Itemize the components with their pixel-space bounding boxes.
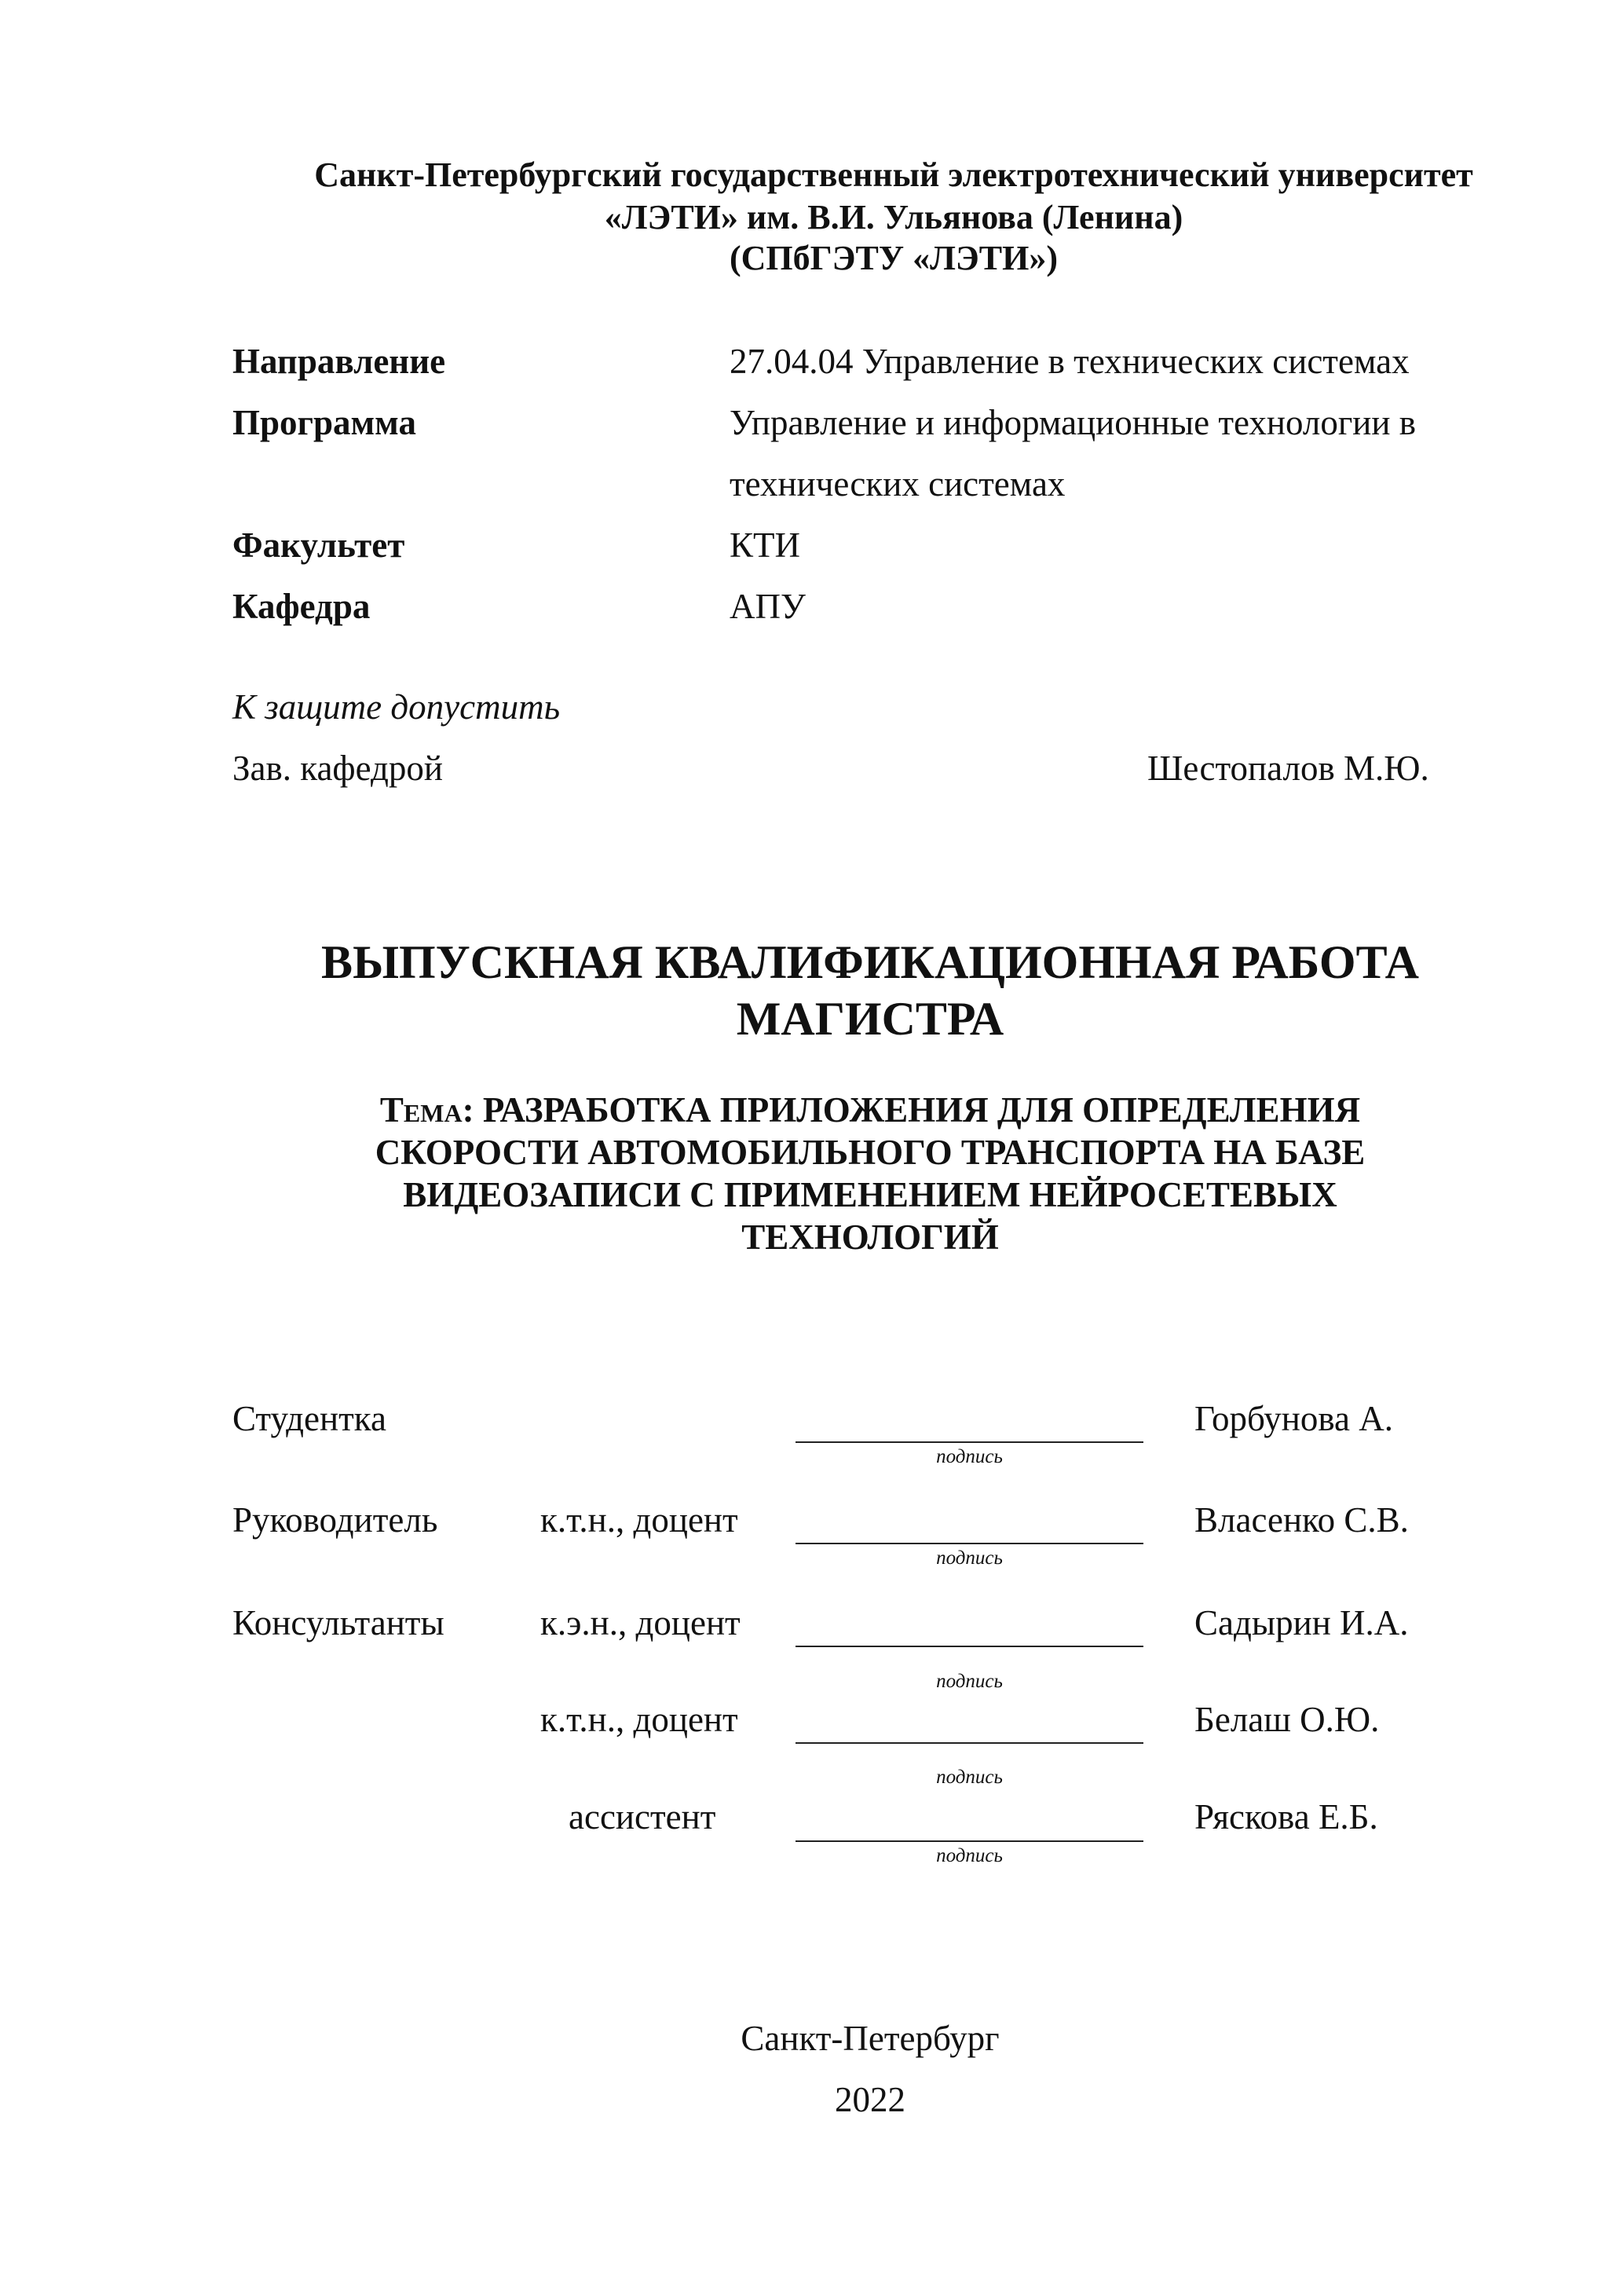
program-label: Программа: [232, 403, 416, 442]
department-value: АПУ: [730, 587, 806, 626]
topic-prefix: Тема:: [379, 1090, 474, 1130]
head-of-department-label: Зав. кафедрой: [232, 749, 443, 788]
supervisor-role: Руководитель: [232, 1500, 438, 1540]
footer-year: 2022: [835, 2080, 905, 2119]
department-label: Кафедра: [232, 587, 371, 626]
topic-line3: ВИДЕОЗАПИСИ С ПРИМЕНЕНИЕМ НЕЙРОСЕТЕВЫХ: [403, 1175, 1337, 1214]
student-role: Студентка: [232, 1399, 386, 1438]
consultant2-degree: к.т.н., доцент: [540, 1700, 738, 1739]
consultants-role: Консультанты: [232, 1603, 444, 1642]
consultant2-signature-caption: подпись: [936, 1767, 1003, 1788]
topic-line1: [0, 1090, 1624, 1130]
consultant2-name: Белаш О.Ю.: [1194, 1700, 1380, 1739]
direction-value: 27.04.04 Управление в технических системах: [730, 342, 1410, 381]
consultant2-signature-line: [796, 1742, 1143, 1744]
direction-label: Направление: [232, 342, 446, 381]
student-signature-caption: подпись: [936, 1446, 1003, 1467]
supervisor-signature-line: [796, 1543, 1143, 1544]
faculty-value: КТИ: [730, 525, 800, 565]
topic-text-line1: РАЗРАБОТКА ПРИЛОЖЕНИЯ ДЛЯ ОПРЕДЕЛЕНИЯ: [482, 1090, 1361, 1130]
university-name-line2: «ЛЭТИ» им. В.И. Ульянова (Ленина): [604, 198, 1183, 236]
topic-line2: СКОРОСТИ АВТОМОБИЛЬНОГО ТРАНСПОРТА НА БАЗЕ: [375, 1133, 1366, 1172]
supervisor-signature-caption: подпись: [936, 1547, 1003, 1569]
document-title-line2: МАГИСТРА: [736, 993, 1004, 1045]
consultant1-degree: к.э.н., доцент: [540, 1603, 741, 1642]
consultant1-name: Садырин И.А.: [1194, 1603, 1409, 1642]
student-name: Горбунова А.: [1194, 1399, 1393, 1438]
supervisor-name: Власенко С.В.: [1194, 1500, 1409, 1540]
university-name-line1: Санкт-Петербургский государственный электротехнический университет: [314, 156, 1473, 194]
topic-line4: ТЕХНОЛОГИЙ: [741, 1218, 999, 1257]
consultant3-signature-line: [796, 1840, 1143, 1842]
consultant1-signature-line: [796, 1646, 1143, 1647]
consultant3-signature-caption: подпись: [936, 1845, 1003, 1866]
head-of-department-name: Шестопалов М.Ю.: [1147, 749, 1429, 788]
document-title-line1: ВЫПУСКНАЯ КВАЛИФИКАЦИОННАЯ РАБОТА: [321, 936, 1419, 988]
footer-city: Санкт-Петербург: [741, 2019, 1000, 2058]
admit-text: К защите допустить: [232, 687, 561, 727]
university-abbreviation: (СПбГЭТУ «ЛЭТИ»): [730, 239, 1058, 277]
supervisor-degree: к.т.н., доцент: [540, 1500, 738, 1540]
consultant1-signature-caption: подпись: [936, 1671, 1003, 1692]
consultant3-degree: ассистент: [569, 1797, 716, 1836]
faculty-label: Факультет: [232, 525, 405, 565]
consultant3-name: Ряскова Е.Б.: [1194, 1797, 1378, 1836]
program-value: Управление и информационные технологии в технических системах: [730, 403, 1416, 504]
student-signature-line: [796, 1441, 1143, 1443]
